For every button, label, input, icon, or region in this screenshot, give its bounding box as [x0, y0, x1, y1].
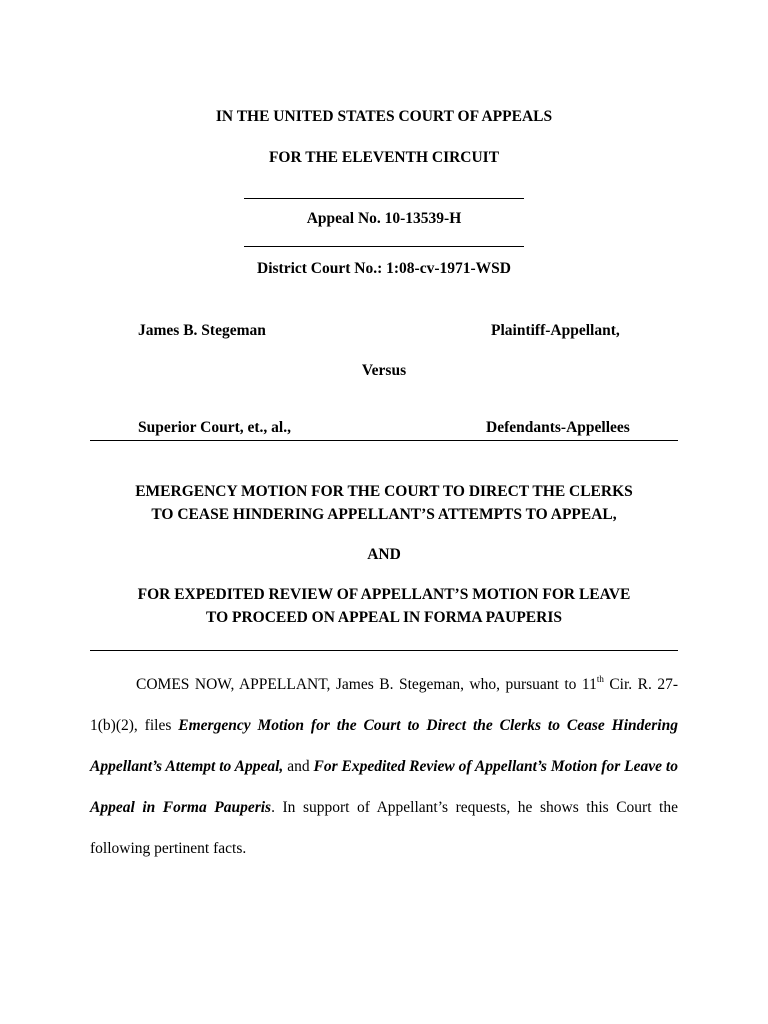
caption-bottom-rule	[90, 440, 678, 441]
motion-name-emphasis: For Expedited Review of Appellant’s Motion for Leave to Appeal in Forma Pauperis	[90, 758, 678, 816]
court-name-line: IN THE UNITED STATES COURT OF APPEALS	[215, 108, 553, 125]
motion-title-line3: FOR EXPEDITED REVIEW OF APPELLANT’S MOTION FOR LEAVE	[137, 586, 631, 603]
appeal-number: Appeal No. 10-13539-H	[306, 210, 462, 227]
motion-title-and: AND	[367, 546, 401, 563]
body-text: COMES NOW, APPELLANT, James B. Stegeman, who, pursuant to 11	[136, 676, 597, 693]
plaintiff-role: Plaintiff-Appellant,	[491, 322, 620, 339]
body-text: and	[283, 758, 314, 775]
ordinal-superscript: th	[596, 674, 604, 684]
motion-name-emphasis: Emergency Motion for the Court to Direct the Clerks to Cease Hindering Appellant’s Attempt to Appeal,	[90, 717, 678, 775]
district-court-number: District Court No.: 1:08-cv-1971-WSD	[257, 260, 511, 277]
divider-rule	[244, 198, 524, 199]
defendant-name: Superior Court, et., al.,	[138, 419, 291, 436]
motion-title-line1: EMERGENCY MOTION FOR THE COURT TO DIRECT THE CLERKS	[135, 483, 633, 500]
title-bottom-rule	[90, 650, 678, 651]
versus-label: Versus	[361, 362, 407, 379]
motion-title-line4: TO PROCEED ON APPEAL IN FORMA PAUPERIS	[206, 609, 562, 626]
plaintiff-name: James B. Stegeman	[138, 322, 266, 339]
body-paragraph	[90, 664, 678, 869]
body-text: . In support of Appellant’s requests, he shows this Court the following pertinent facts.	[90, 799, 678, 857]
circuit-line: FOR THE ELEVENTH CIRCUIT	[268, 149, 500, 166]
motion-title-line2: TO CEASE HINDERING APPELLANT’S ATTEMPTS TO APPEAL,	[151, 506, 617, 523]
defendant-role: Defendants-Appellees	[486, 419, 630, 436]
divider-rule	[244, 246, 524, 247]
body-text: Cir. R. 27-1(b)(2), files	[90, 676, 678, 734]
